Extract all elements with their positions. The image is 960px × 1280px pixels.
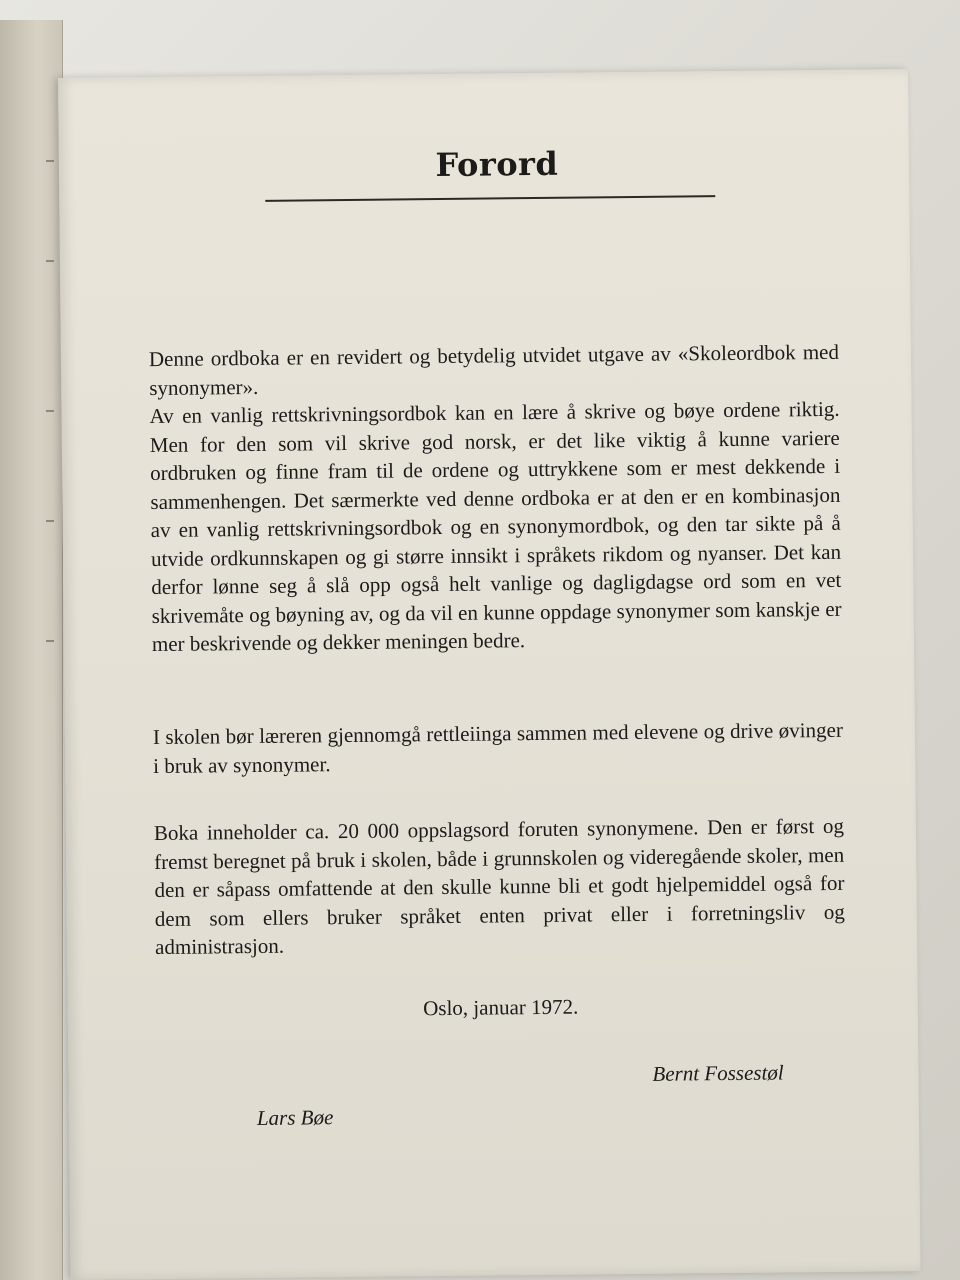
- binding-stitch: [46, 520, 54, 522]
- left-page-edge: [0, 20, 63, 1280]
- paragraph-text: Av en vanlig rettskrivningsordbok kan en lære å skrive og bøye ordene riktig. Men for den som vil skrive god norsk, er det like viktig å kunne variere ordbruken og finne fram til de ordene og uttrykkene som er mest dekkende i sammenhengen. Det særmerkte ved denne ordboka er at den er en kombinasjon av en vanlig rettskrivningsordbok og en synonymordbok, og den tar sikte på å utvide ordkunnskapen og gi større innsikt i språkets rikdom og nyanser. Det kan derfor lønne seg å slå opp også helt vanlige og dagligdagse ord som en vet skrivemåte og bøyning av, og da vil en kunne oppdage synonymer som kanskje er mer beskrivende og dekker meningen bedre.: [149, 396, 842, 657]
- signature-right: Bernt Fossestøl: [652, 1060, 784, 1086]
- paragraph-text: Denne ordboka er en revidert og betydelig utvidet utgave av «Skoleordbok med synonymer».: [148, 339, 840, 400]
- book-page: [58, 69, 921, 1280]
- page-title: Forord: [435, 144, 559, 185]
- binding-stitch: [46, 410, 54, 412]
- body-paragraph: I skolen bør læreren gjennomgå rettleiinga sammen med elevene og drive øvinger i bruk av synonymer.: [152, 717, 843, 778]
- signature-left: Lars Bøe: [256, 1105, 334, 1130]
- binding-stitch: [46, 260, 54, 262]
- title-underline: [265, 195, 715, 202]
- dateline: Oslo, januar 1972.: [423, 994, 579, 1021]
- body-paragraph: Boka inneholder ca. 20 000 oppslagsord foruten synonymene. Den er først og fremst beregnet på bruk i skolen, både i grunnskolen og videregående skoler, men den er såpass omfattende at den skulle kunne bli et godt hjelpemiddel også for dem som ellers bruker språket enten privat eller i forretningsliv og administrasjon.: [153, 813, 845, 960]
- binding-stitch: [46, 640, 54, 642]
- binding-stitch: [46, 160, 54, 162]
- body-paragraph: [149, 338, 842, 659]
